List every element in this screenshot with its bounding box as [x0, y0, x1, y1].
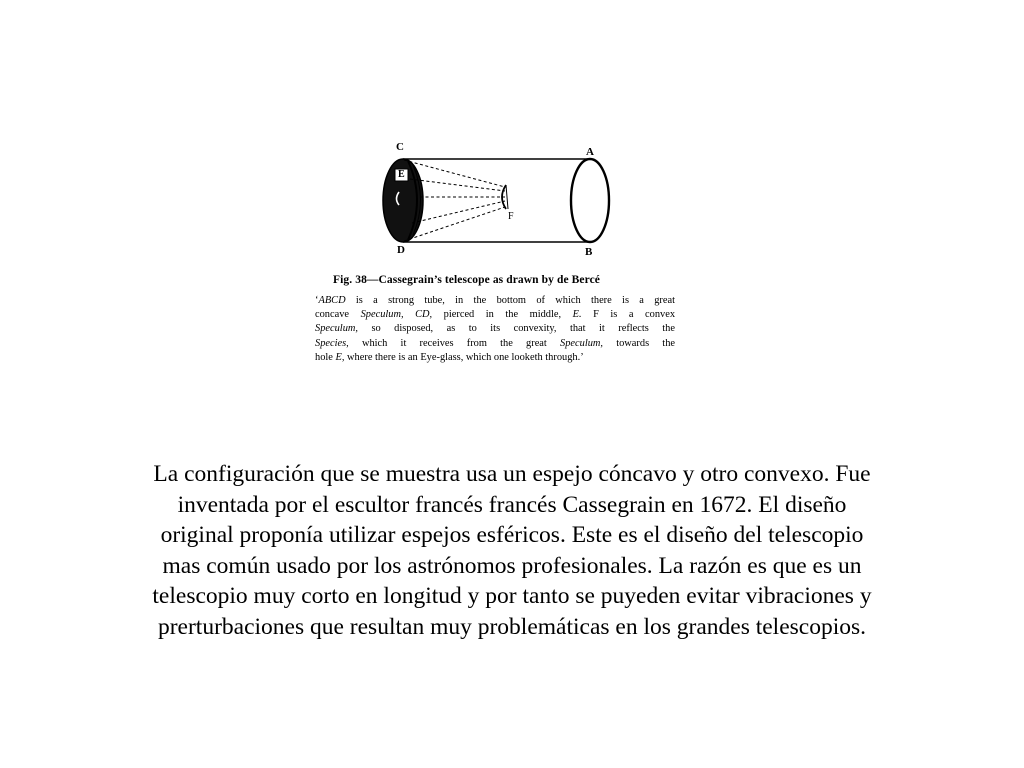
label-a: A: [586, 146, 594, 158]
label-f: F: [508, 211, 514, 222]
figure-caption: Fig. 38—Cassegrain’s telescope as drawn by de Bercé: [333, 274, 601, 286]
secondary-mount: [506, 185, 508, 209]
label-e: E: [398, 169, 405, 180]
paragraph-line: mas común usado por los astrónomos profesionales. La razón es que es un: [162, 552, 862, 579]
tube-open-end: [571, 159, 609, 242]
quote-line: concave Speculum, CD, pierced in the middle, E. F is a convex: [315, 309, 676, 321]
quote-line: Species, which it receives from the great Speculum, towards the: [315, 337, 675, 349]
quote-line: ‘ABCD is a strong tube, in the bottom of which there is a great: [315, 295, 675, 306]
paragraph-line: La configuración que se muestra usa un espejo cóncavo y otro convexo. Fue: [153, 461, 871, 487]
telescope-diagram: [300, 135, 700, 275]
paragraph-line: original proponía utilizar espejos esféricos. Este es el diseño del telescopio: [160, 522, 864, 548]
paragraph-line: prerturbaciones que resultan muy problemáticas en los grandes telescopios.: [157, 613, 867, 640]
quote-line: hole E, where there is an Eye-glass, which one looketh through.’: [315, 351, 584, 363]
telescope-figure: [300, 135, 700, 375]
paragraph-line: inventada por el escultor francés francés Cassegrain en 1672. El diseño: [177, 491, 847, 518]
description-paragraph: [60, 459, 964, 642]
label-d: D: [397, 244, 405, 256]
figure-quote: [315, 294, 675, 365]
label-b: B: [585, 246, 593, 258]
label-c: C: [396, 141, 404, 153]
paragraph-line: telescopio muy corto en longitud y por tanto se puyeden evitar vibraciones y: [152, 583, 872, 609]
quote-line: Speculum, so disposed, as to its convexity, that it reflects the: [315, 323, 675, 335]
